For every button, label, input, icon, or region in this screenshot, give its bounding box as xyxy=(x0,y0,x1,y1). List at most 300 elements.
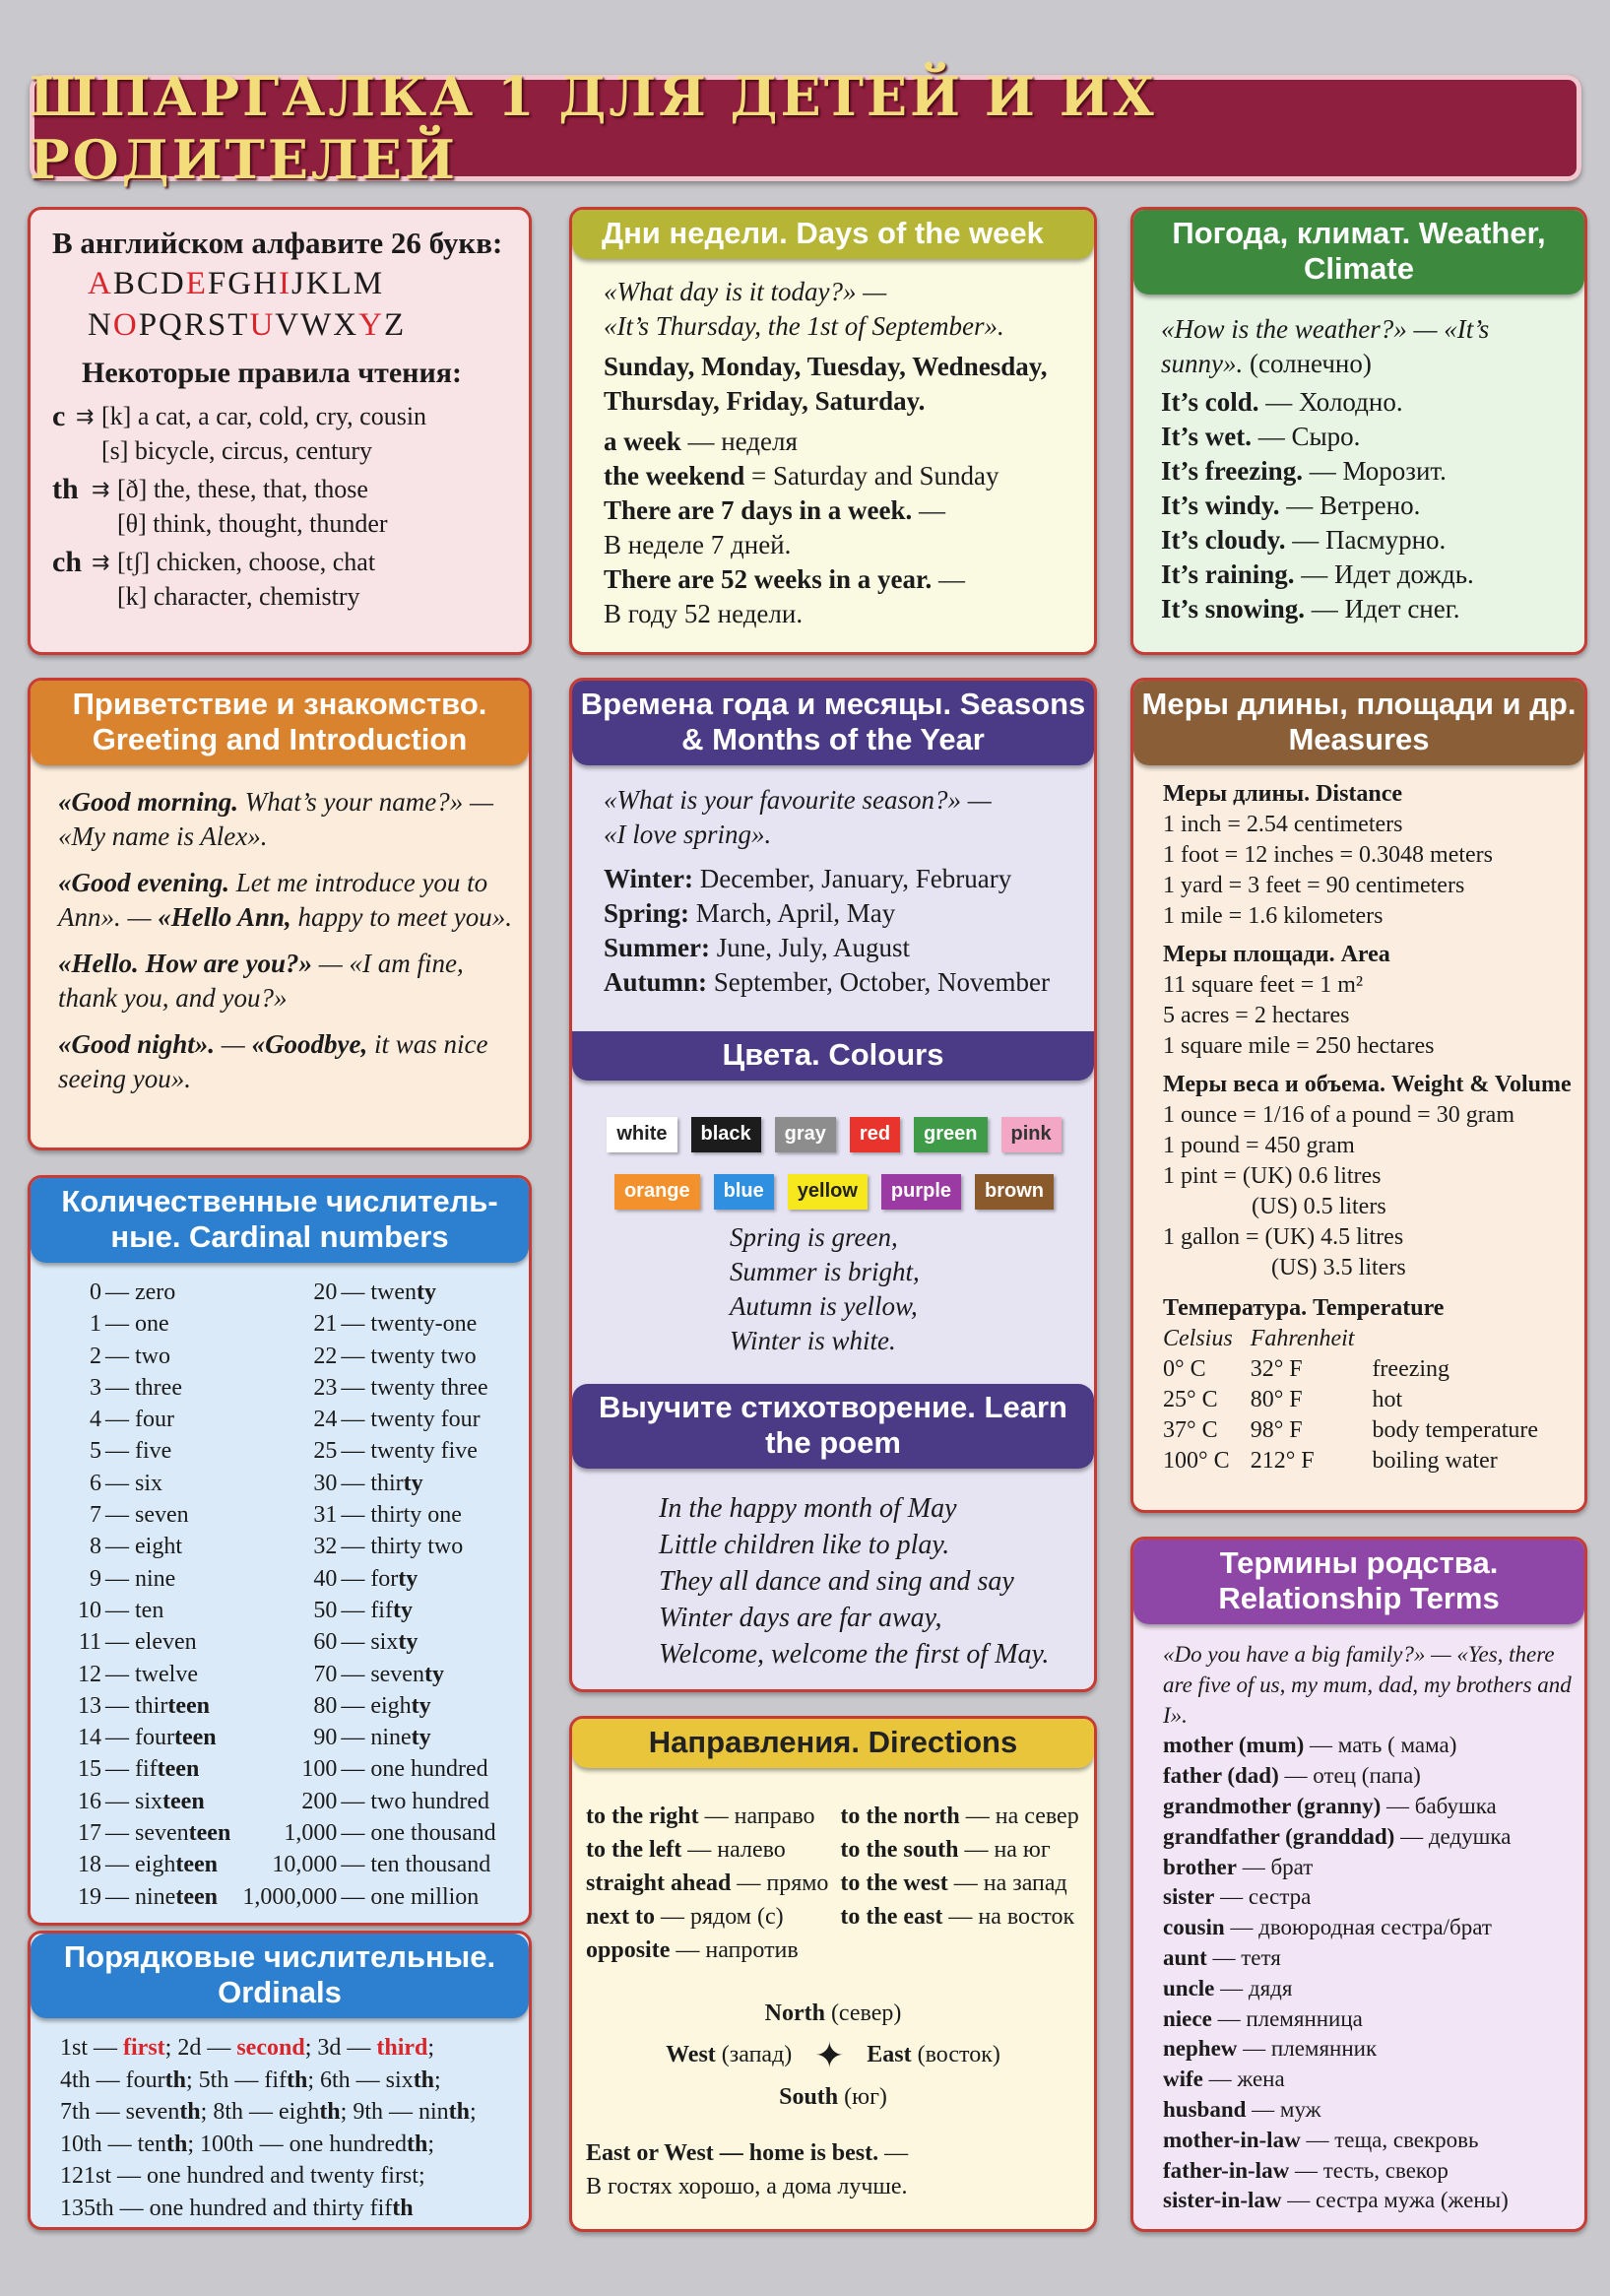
ordinal-line xyxy=(60,2032,523,2065)
weather-item xyxy=(1161,454,1575,489)
seven-days-dash: — xyxy=(912,495,945,525)
cardinal-number: 16 xyxy=(78,1788,101,1814)
weight-item: 1 gallon = (UK) 4.5 litres xyxy=(1163,1224,1404,1250)
colour-poem-line: Summer is bright, xyxy=(730,1257,920,1286)
direction-item xyxy=(586,1934,828,1967)
cardinal-word xyxy=(105,1531,230,1562)
weather-item xyxy=(1161,558,1575,592)
cardinal-dash: — xyxy=(105,1597,135,1623)
cardinal-stem: one million xyxy=(370,1883,480,1910)
ordinal-part: ; xyxy=(427,2035,435,2061)
cardinal-word xyxy=(105,1626,230,1658)
cardinal-stem: nine xyxy=(135,1883,176,1910)
cardinal-stem: ten xyxy=(135,1597,164,1623)
ordinal-part: ; xyxy=(470,2099,477,2125)
greeting-3: — «I am fine, thank you, and you?» xyxy=(58,949,464,1013)
cardinal-dash: — xyxy=(105,1661,135,1687)
relationship-en: sister xyxy=(1163,1884,1215,1910)
temp-head: Fahrenheit xyxy=(1250,1326,1355,1351)
alphabet-letter: K xyxy=(305,266,331,301)
weather-en: It’s windy. xyxy=(1161,491,1280,520)
temp-cell: 25° C xyxy=(1163,1387,1218,1412)
alphabet-letter: F xyxy=(207,266,227,301)
direction-en: opposite xyxy=(586,1937,671,1963)
cardinal-stem: thirty two xyxy=(370,1534,464,1560)
cardinal-word xyxy=(341,1499,495,1531)
cardinal-word xyxy=(341,1404,495,1435)
ordinal-part: ; xyxy=(427,2131,434,2157)
ordinal-line xyxy=(60,2129,523,2161)
greeting-1-bold: «Good morning. xyxy=(58,787,239,817)
greeting-1: What’s your name?» — «My name is Alex». xyxy=(58,787,494,851)
cardinal-dash: — xyxy=(105,1407,135,1433)
weight-title: Меры веса и объема. Weight & Volume xyxy=(1163,1072,1572,1097)
ordinal-part: ; 6th — six xyxy=(307,2066,414,2093)
weather-en: It’s raining. xyxy=(1161,559,1295,589)
ordinal-line xyxy=(60,2160,523,2193)
seasons-question: «What is your favourite season?» — xyxy=(604,785,992,815)
cardinal-stem: thir xyxy=(135,1692,168,1719)
weather-item xyxy=(1161,523,1575,558)
cardinal-number: 0 xyxy=(90,1279,101,1305)
cardinal-stem: for xyxy=(370,1565,399,1592)
colour-chip: blue xyxy=(714,1174,774,1210)
alphabet-letter: P xyxy=(138,307,159,343)
greeting-2: Let me introduce you to Ann». — xyxy=(58,868,488,932)
cardinal-row xyxy=(48,1468,230,1499)
cardinal-stem: twenty-one xyxy=(370,1311,478,1338)
cardinal-stem: twenty three xyxy=(370,1374,488,1401)
poem-header: Выучите стихотворение. Learn the poem xyxy=(572,1384,1094,1469)
relationship-list xyxy=(1163,1731,1577,2216)
greeting-2-bold-2: «Hello Ann, xyxy=(158,902,291,932)
temp-cell: 80° F xyxy=(1250,1387,1303,1412)
ordinal-part: 4th — four xyxy=(60,2066,165,2093)
weather-header: Погода, климат. Weather, Climate xyxy=(1133,210,1584,295)
rule-arrow-icon: ⇉ xyxy=(92,550,110,574)
alphabet-row-1 xyxy=(52,263,515,304)
ordinal-part: ; 8th — eigh xyxy=(200,2099,320,2125)
rule-arrow-icon: ⇉ xyxy=(76,404,95,428)
cardinal-stem: fif xyxy=(370,1597,393,1623)
cardinal-number: 1,000,000 xyxy=(242,1883,338,1910)
cardinal-word xyxy=(105,1341,230,1372)
cardinal-word xyxy=(105,1563,230,1595)
weight-item: (US) 3.5 liters xyxy=(1271,1255,1406,1280)
temp-cell: 100° C xyxy=(1163,1448,1230,1474)
temp-cell: 98° F xyxy=(1250,1417,1303,1443)
relationship-en: father-in-law xyxy=(1163,2157,1290,2183)
cardinal-dash: — xyxy=(341,1343,371,1369)
cardinal-stem: seven xyxy=(135,1820,189,1847)
relationship-item xyxy=(1163,2156,1577,2187)
colour-chip: gray xyxy=(775,1117,836,1152)
cardinal-suffix: ty xyxy=(398,1629,419,1656)
rule-example: [s] bicycle, circus, century xyxy=(101,436,373,465)
temp-row xyxy=(1163,1446,1556,1476)
ordinal-line xyxy=(60,2065,523,2097)
proverb-ru: В гостях хорошо, а дома лучше. xyxy=(586,2174,908,2199)
rule-letter: th xyxy=(52,473,79,505)
relationship-ru: — сестра xyxy=(1214,1884,1312,1910)
direction-item xyxy=(840,1900,1078,1934)
ordinal-part: ; 100th — one hundred xyxy=(187,2131,407,2157)
cardinal-stem: twen xyxy=(370,1279,417,1305)
cardinal-dash: — xyxy=(341,1311,371,1338)
alphabet-letter: C xyxy=(136,266,160,301)
season-name: Autumn: xyxy=(604,967,708,997)
weight-item: 1 pint = (UK) 0.6 litres xyxy=(1163,1163,1382,1189)
alphabet-letter: G xyxy=(227,266,253,301)
weather-en: It’s cold. xyxy=(1161,387,1259,417)
cardinal-word xyxy=(105,1404,230,1435)
ordinal-part: 7th — seven xyxy=(60,2099,180,2125)
cardinal-dash: — xyxy=(105,1725,135,1751)
cardinal-word xyxy=(341,1690,495,1722)
relationship-item xyxy=(1163,1943,1577,1974)
relationship-item xyxy=(1163,2004,1577,2035)
cardinal-suffix: teen xyxy=(173,1725,217,1751)
cardinal-stem: two xyxy=(135,1343,170,1369)
colour-poem-line: Winter is white. xyxy=(730,1326,896,1355)
cardinal-stem: thir xyxy=(370,1470,404,1496)
cardinal-dash: — xyxy=(105,1438,135,1465)
cardinal-row xyxy=(242,1786,495,1817)
cardinal-word xyxy=(341,1753,495,1785)
cardinal-row xyxy=(242,1753,495,1785)
ordinal-part: third xyxy=(376,2035,428,2061)
ordinal-part: ; 3d — xyxy=(304,2035,377,2061)
rules-title: Некоторые правила чтения: xyxy=(82,357,462,389)
relationship-en: uncle xyxy=(1163,1975,1215,2001)
rule-lines xyxy=(101,399,426,468)
relationship-en: sister-in-law xyxy=(1163,2188,1282,2213)
rule-lines xyxy=(117,472,388,541)
cardinal-dash: — xyxy=(341,1629,371,1656)
weather-ru: — Идет дождь. xyxy=(1294,559,1474,589)
greeting-4-end: it was nice seeing you». xyxy=(58,1029,488,1093)
cardinal-stem: two hundred xyxy=(370,1788,489,1814)
relationship-en: father (dad) xyxy=(1163,1763,1279,1789)
rule-lines xyxy=(117,545,375,614)
weather-ru: — Морозит. xyxy=(1302,456,1447,486)
weather-ru: — Идет снег. xyxy=(1305,594,1460,623)
temperature-table xyxy=(1163,1324,1556,1476)
relationship-en: cousin xyxy=(1163,1915,1225,1940)
cardinal-row xyxy=(242,1817,495,1849)
rule-row xyxy=(52,399,515,468)
cardinal-row xyxy=(48,1435,230,1467)
proverb-dash: — xyxy=(878,2140,909,2166)
cardinal-dash: — xyxy=(341,1534,371,1560)
cardinal-suffix: ty xyxy=(411,1725,431,1751)
direction-item xyxy=(840,1800,1078,1833)
cardinal-stem: three xyxy=(135,1374,182,1401)
cardinal-dash: — xyxy=(105,1343,135,1369)
cardinal-word xyxy=(105,1690,230,1722)
cardinal-number: 22 xyxy=(313,1343,338,1369)
season-list xyxy=(604,862,1086,1000)
cardinal-dash: — xyxy=(341,1597,371,1623)
rule-row xyxy=(52,472,515,541)
poem-line: Winter days are far away, xyxy=(659,1603,942,1633)
seven-days-ru: В неделе 7 дней. xyxy=(604,530,792,559)
relationship-en: nephew xyxy=(1163,2036,1238,2062)
ordinal-part: 1st — xyxy=(60,2035,124,2061)
temp-cell: 37° C xyxy=(1163,1417,1218,1443)
cardinal-dash: — xyxy=(105,1852,135,1878)
cardinal-dash: — xyxy=(341,1883,371,1910)
relationship-ru: — брат xyxy=(1236,1854,1314,1879)
distance-item: 1 yard = 3 feet = 90 centimeters xyxy=(1163,873,1465,898)
days-list: Sunday, Monday, Tuesday, Wednesday, Thursday, Friday, Saturday. xyxy=(604,352,1048,416)
fiftytwo-weeks-en: There are 52 weeks in a year. xyxy=(604,564,933,594)
poem-line: Little children like to play. xyxy=(659,1530,950,1560)
relationship-ru: — мать ( мама) xyxy=(1304,1733,1457,1758)
compass-east-ru: (восток) xyxy=(911,2042,1000,2067)
measures-box xyxy=(1130,678,1587,1513)
relationship-ru: — тетя xyxy=(1206,1944,1281,1970)
distance-item: 1 inch = 2.54 centimeters xyxy=(1163,812,1403,837)
season-name: Winter: xyxy=(604,864,693,893)
temp-row xyxy=(1163,1385,1556,1415)
cardinal-number: 19 xyxy=(78,1883,101,1910)
cardinal-number: 9 xyxy=(90,1565,101,1592)
direction-en: to the north xyxy=(840,1804,960,1829)
weight-item: (US) 0.5 liters xyxy=(1252,1194,1386,1219)
season-months: March, April, May xyxy=(689,898,896,928)
relationship-content xyxy=(1163,1640,1577,2216)
direction-ru: — направо xyxy=(698,1804,815,1829)
cardinal-dash: — xyxy=(341,1438,371,1465)
cardinal-word xyxy=(105,1753,230,1785)
direction-ru: — прямо xyxy=(731,1870,829,1896)
area-item: 5 acres = 2 hectares xyxy=(1163,1003,1350,1028)
cardinal-number: 14 xyxy=(78,1725,101,1751)
ordinals-header: Порядковые числительные. Ordinals xyxy=(31,1934,529,2018)
rule-example: [tʃ] chicken, choose, chat xyxy=(117,548,376,576)
relationship-item xyxy=(1163,1913,1577,1943)
cardinal-row xyxy=(48,1531,230,1562)
cardinal-row xyxy=(242,1722,495,1753)
seasons-answer: «I love spring». xyxy=(604,820,772,849)
weather-en: It’s wet. xyxy=(1161,422,1252,451)
cardinal-dash: — xyxy=(105,1788,135,1814)
rule-arrow-icon: ⇉ xyxy=(92,477,110,501)
cardinal-stem: nine xyxy=(135,1565,176,1592)
cardinal-dash: — xyxy=(341,1692,371,1719)
cardinal-row xyxy=(242,1881,495,1913)
cardinal-suffix: ty xyxy=(411,1692,431,1719)
alphabet-letter: E xyxy=(185,266,207,301)
colour-poem-line: Autumn is yellow, xyxy=(730,1291,918,1321)
cardinal-stem: fif xyxy=(135,1756,158,1783)
cardinal-stem: six xyxy=(135,1788,163,1814)
cardinal-number: 60 xyxy=(313,1629,338,1656)
rule-example: [θ] think, thought, thunder xyxy=(117,509,388,538)
seasons-content xyxy=(604,783,1086,1000)
alphabet-letter: N xyxy=(88,307,112,343)
cardinal-dash: — xyxy=(105,1374,135,1401)
cardinal-number: 18 xyxy=(78,1852,101,1878)
cardinal-dash: — xyxy=(105,1692,135,1719)
cardinal-stem: four xyxy=(135,1407,174,1433)
colour-poem xyxy=(730,1220,1064,1358)
greeting-4-bold: «Good night». xyxy=(58,1029,216,1059)
temp-cell: 0° C xyxy=(1163,1356,1206,1382)
cardinal-dash: — xyxy=(341,1407,371,1433)
relationship-item xyxy=(1163,1974,1577,2004)
days-answer: «It’s Thursday, the 1st of September». xyxy=(604,311,1004,341)
season-item xyxy=(604,896,1086,931)
weather-ru: — Ветрено. xyxy=(1279,491,1421,520)
cardinal-word xyxy=(105,1277,230,1308)
cardinal-number: 17 xyxy=(78,1820,101,1847)
relationship-en: wife xyxy=(1163,2066,1203,2092)
season-name: Spring: xyxy=(604,898,690,928)
directions-table xyxy=(586,1800,1079,1967)
cardinal-row xyxy=(48,1499,230,1531)
cardinal-word xyxy=(341,1881,495,1913)
cardinal-row xyxy=(48,1849,230,1880)
cardinal-word xyxy=(341,1531,495,1562)
cardinal-row xyxy=(242,1563,495,1595)
weather-item xyxy=(1161,592,1575,626)
alphabet-letter: L xyxy=(331,266,353,301)
cardinal-stem: seven xyxy=(370,1661,424,1687)
cardinal-row xyxy=(242,1435,495,1467)
alphabet-letter: U xyxy=(249,307,275,343)
weekend-term: the weekend xyxy=(604,461,745,491)
ordinal-part: 121st — one hundred and twenty first; xyxy=(60,2163,425,2189)
direction-item xyxy=(840,1833,1078,1867)
cardinal-row xyxy=(242,1308,495,1340)
alphabet-letter: Q xyxy=(159,307,183,343)
week-term: a week xyxy=(604,426,681,456)
relationship-ru: — сестра мужа (жены) xyxy=(1281,2188,1509,2213)
cardinal-word xyxy=(341,1468,495,1499)
cardinal-number: 32 xyxy=(313,1534,338,1560)
direction-item xyxy=(586,1833,828,1867)
weather-item xyxy=(1161,420,1575,454)
weather-ru: — Пасмурно. xyxy=(1285,525,1447,555)
direction-en: to the east xyxy=(840,1904,943,1930)
weather-list xyxy=(1161,385,1575,626)
cardinal-dash: — xyxy=(105,1279,135,1305)
cardinal-row xyxy=(242,1659,495,1690)
cardinal-number: 90 xyxy=(313,1725,338,1751)
cardinal-dash: — xyxy=(341,1788,371,1814)
cardinal-row xyxy=(242,1595,495,1626)
cardinal-word xyxy=(341,1849,495,1880)
relationship-en: brother xyxy=(1163,1854,1237,1879)
relationship-item xyxy=(1163,2186,1577,2216)
cardinal-dash: — xyxy=(105,1565,135,1592)
alphabet-letter: H xyxy=(253,266,278,301)
ordinal-line xyxy=(60,2096,523,2129)
relationship-en: aunt xyxy=(1163,1944,1207,1970)
relationship-box xyxy=(1130,1537,1587,2232)
cardinal-word xyxy=(105,1659,230,1690)
weight-list xyxy=(1163,1100,1577,1283)
poem-lines xyxy=(659,1490,1082,1673)
weather-en: It’s cloudy. xyxy=(1161,525,1286,555)
cardinal-suffix: ty xyxy=(403,1470,423,1496)
weather-en: It’s snowing. xyxy=(1161,594,1306,623)
relationship-item xyxy=(1163,2095,1577,2126)
cardinal-number: 12 xyxy=(78,1661,101,1687)
alphabet-letter: X xyxy=(333,307,358,343)
relationship-item xyxy=(1163,2065,1577,2095)
cardinal-number: 100 xyxy=(301,1756,338,1783)
direction-en: to the west xyxy=(840,1870,948,1896)
relationship-en: mother (mum) xyxy=(1163,1733,1305,1758)
cardinal-number: 11 xyxy=(78,1629,101,1656)
cardinal-dash: — xyxy=(341,1725,371,1751)
weather-item xyxy=(1161,385,1575,420)
relationship-item xyxy=(1163,2034,1577,2065)
cardinal-word xyxy=(341,1277,495,1308)
weather-item xyxy=(1161,489,1575,523)
colour-chips xyxy=(578,1106,1090,1220)
weather-ru: — Сыро. xyxy=(1251,422,1361,451)
cardinal-row xyxy=(48,1690,230,1722)
ordinal-part: th xyxy=(164,2066,186,2093)
proverb xyxy=(586,2136,1088,2203)
area-list xyxy=(1163,970,1577,1062)
cardinal-row xyxy=(48,1659,230,1690)
temp-cell: hot xyxy=(1372,1387,1403,1412)
cardinal-number: 3 xyxy=(90,1374,101,1401)
colours-header: Цвета. Colours xyxy=(572,1031,1094,1081)
measures-header: Меры длины, площади и др. Measures xyxy=(1133,681,1584,765)
season-months: December, January, February xyxy=(692,864,1012,893)
cardinal-word xyxy=(105,1849,230,1880)
cardinal-row xyxy=(242,1468,495,1499)
cardinal-row xyxy=(242,1372,495,1404)
cardinal-row xyxy=(242,1531,495,1562)
colour-chip: white xyxy=(607,1117,676,1152)
title-banner xyxy=(30,65,1581,191)
cardinal-row xyxy=(242,1849,495,1880)
colour-chip: red xyxy=(850,1117,900,1152)
relationship-ru: — дядя xyxy=(1214,1975,1293,2001)
cardinal-word xyxy=(341,1786,495,1817)
direction-en: to the left xyxy=(586,1837,682,1863)
cardinal-word xyxy=(341,1595,495,1626)
rule-example: [k] a cat, a car, cold, cry, cousin xyxy=(101,402,427,430)
days-content xyxy=(604,275,1086,631)
compass-west: West xyxy=(666,2042,716,2067)
page-title: ШПАРГАЛКА 1 ДЛЯ ДЕТЕЙ И ИХ РОДИТЕЛЕЙ xyxy=(30,65,1157,191)
cardinal-dash: — xyxy=(341,1820,371,1847)
cardinal-word xyxy=(105,1722,230,1753)
compass-east: East xyxy=(867,2042,912,2067)
cardinal-dash: — xyxy=(341,1756,371,1783)
relationship-item xyxy=(1163,1822,1577,1853)
cardinal-number: 50 xyxy=(313,1597,338,1623)
direction-item xyxy=(840,1867,1078,1900)
relationship-ru: — дедушка xyxy=(1394,1823,1512,1849)
relationship-header: Термины родства. Relationship Terms xyxy=(1133,1540,1584,1624)
cardinal-dash: — xyxy=(341,1565,371,1592)
rule-letter: ch xyxy=(52,546,82,578)
temp-cell: freezing xyxy=(1372,1356,1450,1382)
cardinal-number: 4 xyxy=(90,1407,101,1433)
colour-chip: green xyxy=(914,1117,987,1152)
season-name: Summer: xyxy=(604,933,710,962)
cardinal-dash: — xyxy=(105,1311,135,1338)
